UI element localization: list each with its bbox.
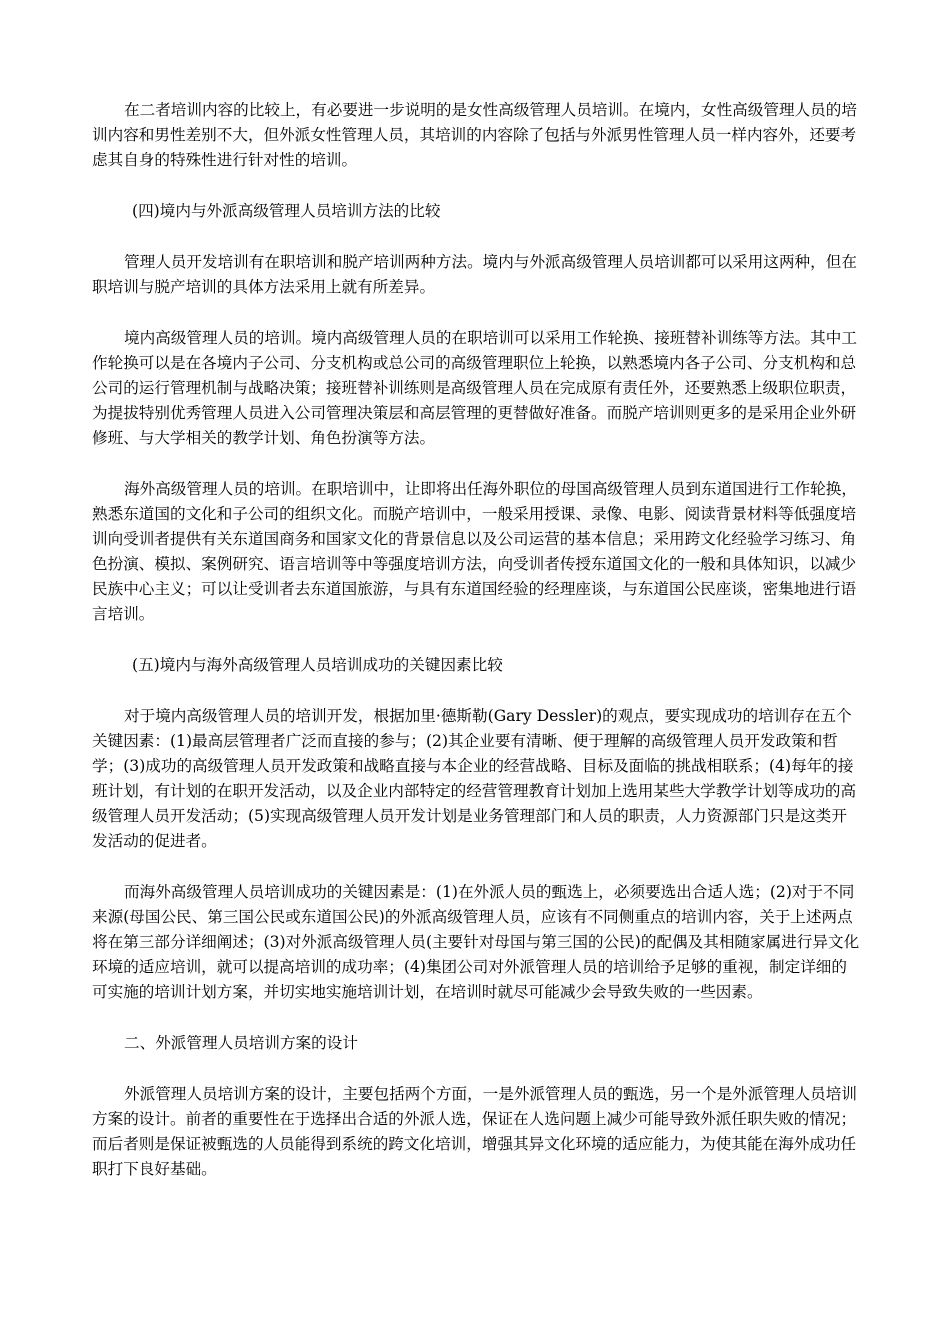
paragraph-overseas-key-factors: 而海外高级管理人员培训成功的关键因素是：(1)在外派人员的甄选上，必须要选出合适人选；(2)对于不同来源(母国公民、第三国公民或东道国公民)的外派高级管理人员，应该有不同侧重点的培训内容，关于上述两点将在第三部分详细阐述；(3)对外派高级管理人员(主要针对母国与第三国的公民)的配偶及其相随家属进行异文化环境的适应培训，就可以提高培训的成功率；(4)集团公司对外派管理人员的培训给予足够的重视，制定详细的可实施的培训计划方案，并切实地实施培训计划，在培训时就尽可能减少会导致失败的一些因素。 [92, 883, 860, 1001]
paragraph-female-executive-training: 在二者培训内容的比较上，有必要进一步说明的是女性高级管理人员培训。在境内，女性高级管理人员的培训内容和男性差别不大，但外派女性管理人员，其培训的内容除了包括与外派男性管理人员一样内容外，还要考虑其自身的特殊性进行针对性的培训。 [92, 101, 857, 169]
section-heading-key-success-factors: (五)境内与海外高级管理人员培训成功的关键因素比较 [132, 656, 503, 674]
paragraph-domestic-key-factors: 对于境内高级管理人员的培训开发，根据加里·德斯勒(Gary Dessler)的观点，要实现成功的培训存在五个关键因素：(1)最高层管理者广泛而直接的参与；(2)其企业要有清晰、便于理解的高级管理人员开发政策和哲学；(3)成功的高级管理人员开发政策和战略直接与本企业的经营战略、目标及面临的挑战相联系；(4)每年的接班计划，有计划的在职开发活动，以及企业内部特定的经营管理教育计划加上选用某些大学教学计划等成功的高级管理人员开发活动；(5)实现高级管理人员开发计划是业务管理部门和人员的职责，人力资源部门只是这类开发活动的促进者。 [92, 707, 857, 850]
paragraph-spacer [92, 300, 860, 326]
paragraph-training-methods-intro: 管理人员开发培训有在职培训和脱产培训两种方法。境内与外派高级管理人员培训都可以采用这两种，但在职培训与脱产培训的具体方法采用上就有所差异。 [92, 253, 857, 296]
paragraph-spacer [92, 224, 860, 250]
paragraph-spacer [92, 1056, 860, 1082]
section-heading-training-methods: (四)境内与外派高级管理人员培训方法的比较 [132, 202, 441, 220]
paragraph-spacer [92, 173, 860, 199]
paragraph-spacer [92, 451, 860, 477]
paragraph-program-design: 外派管理人员培训方案的设计，主要包括两个方面，一是外派管理人员的甄选，另一个是外派管理人员培训方案的设计。前者的重要性在于选择出合适的外派人选，保证在人选问题上减少可能导致外派任职失败的情况；而后者则是保证被甄选的人员能得到系统的跨文化培训，增强其异文化环境的适应能力，为使其能在海外成功任职打下良好基础。 [92, 1085, 857, 1178]
paragraph-spacer [92, 627, 860, 653]
paragraph-domestic-executive-training: 境内高级管理人员的培训。境内高级管理人员的在职培训可以采用工作轮换、接班替补训练等方法。其中工作轮换可以是在各境内子公司、分支机构或总公司的高级管理职位上轮换，以熟悉境内各子公司、分支机构和总公司的运行管理机制与战略决策；接班替补训练则是高级管理人员在完成原有责任外，还要熟悉上级职位职责，为提拔特别优秀管理人员进入公司管理决策层和高层管理的更替做好准备。而脱产培训则更多的是采用企业外研修班、与大学相关的教学计划、角色扮演等方法。 [92, 329, 857, 447]
paragraph-spacer [92, 1005, 860, 1031]
paragraph-spacer [92, 678, 860, 704]
paragraph-spacer [92, 854, 860, 880]
section-title-program-design: 二、外派管理人员培训方案的设计 [124, 1034, 358, 1052]
paragraph-overseas-executive-training: 海外高级管理人员的培训。在职培训中，让即将出任海外职位的母国高级管理人员到东道国进行工作轮换，熟悉东道国的文化和子公司的组织文化。而脱产培训中，一般采用授课、录像、电影、阅读背景材料等低强度培训向受训者提供有关东道国商务和国家文化的背景信息以及公司运营的基本信息；采用跨文化经验学习练习、角色扮演、模拟、案例研究、语言培训等中等强度培训方法，向受训者传授东道国文化的一般和具体知识，以减少民族中心主义；可以让受训者去东道国旅游，与具有东道国经验的经理座谈，与东道国公民座谈，密集地进行语言培训。 [92, 480, 857, 623]
document-page [92, 98, 860, 1182]
